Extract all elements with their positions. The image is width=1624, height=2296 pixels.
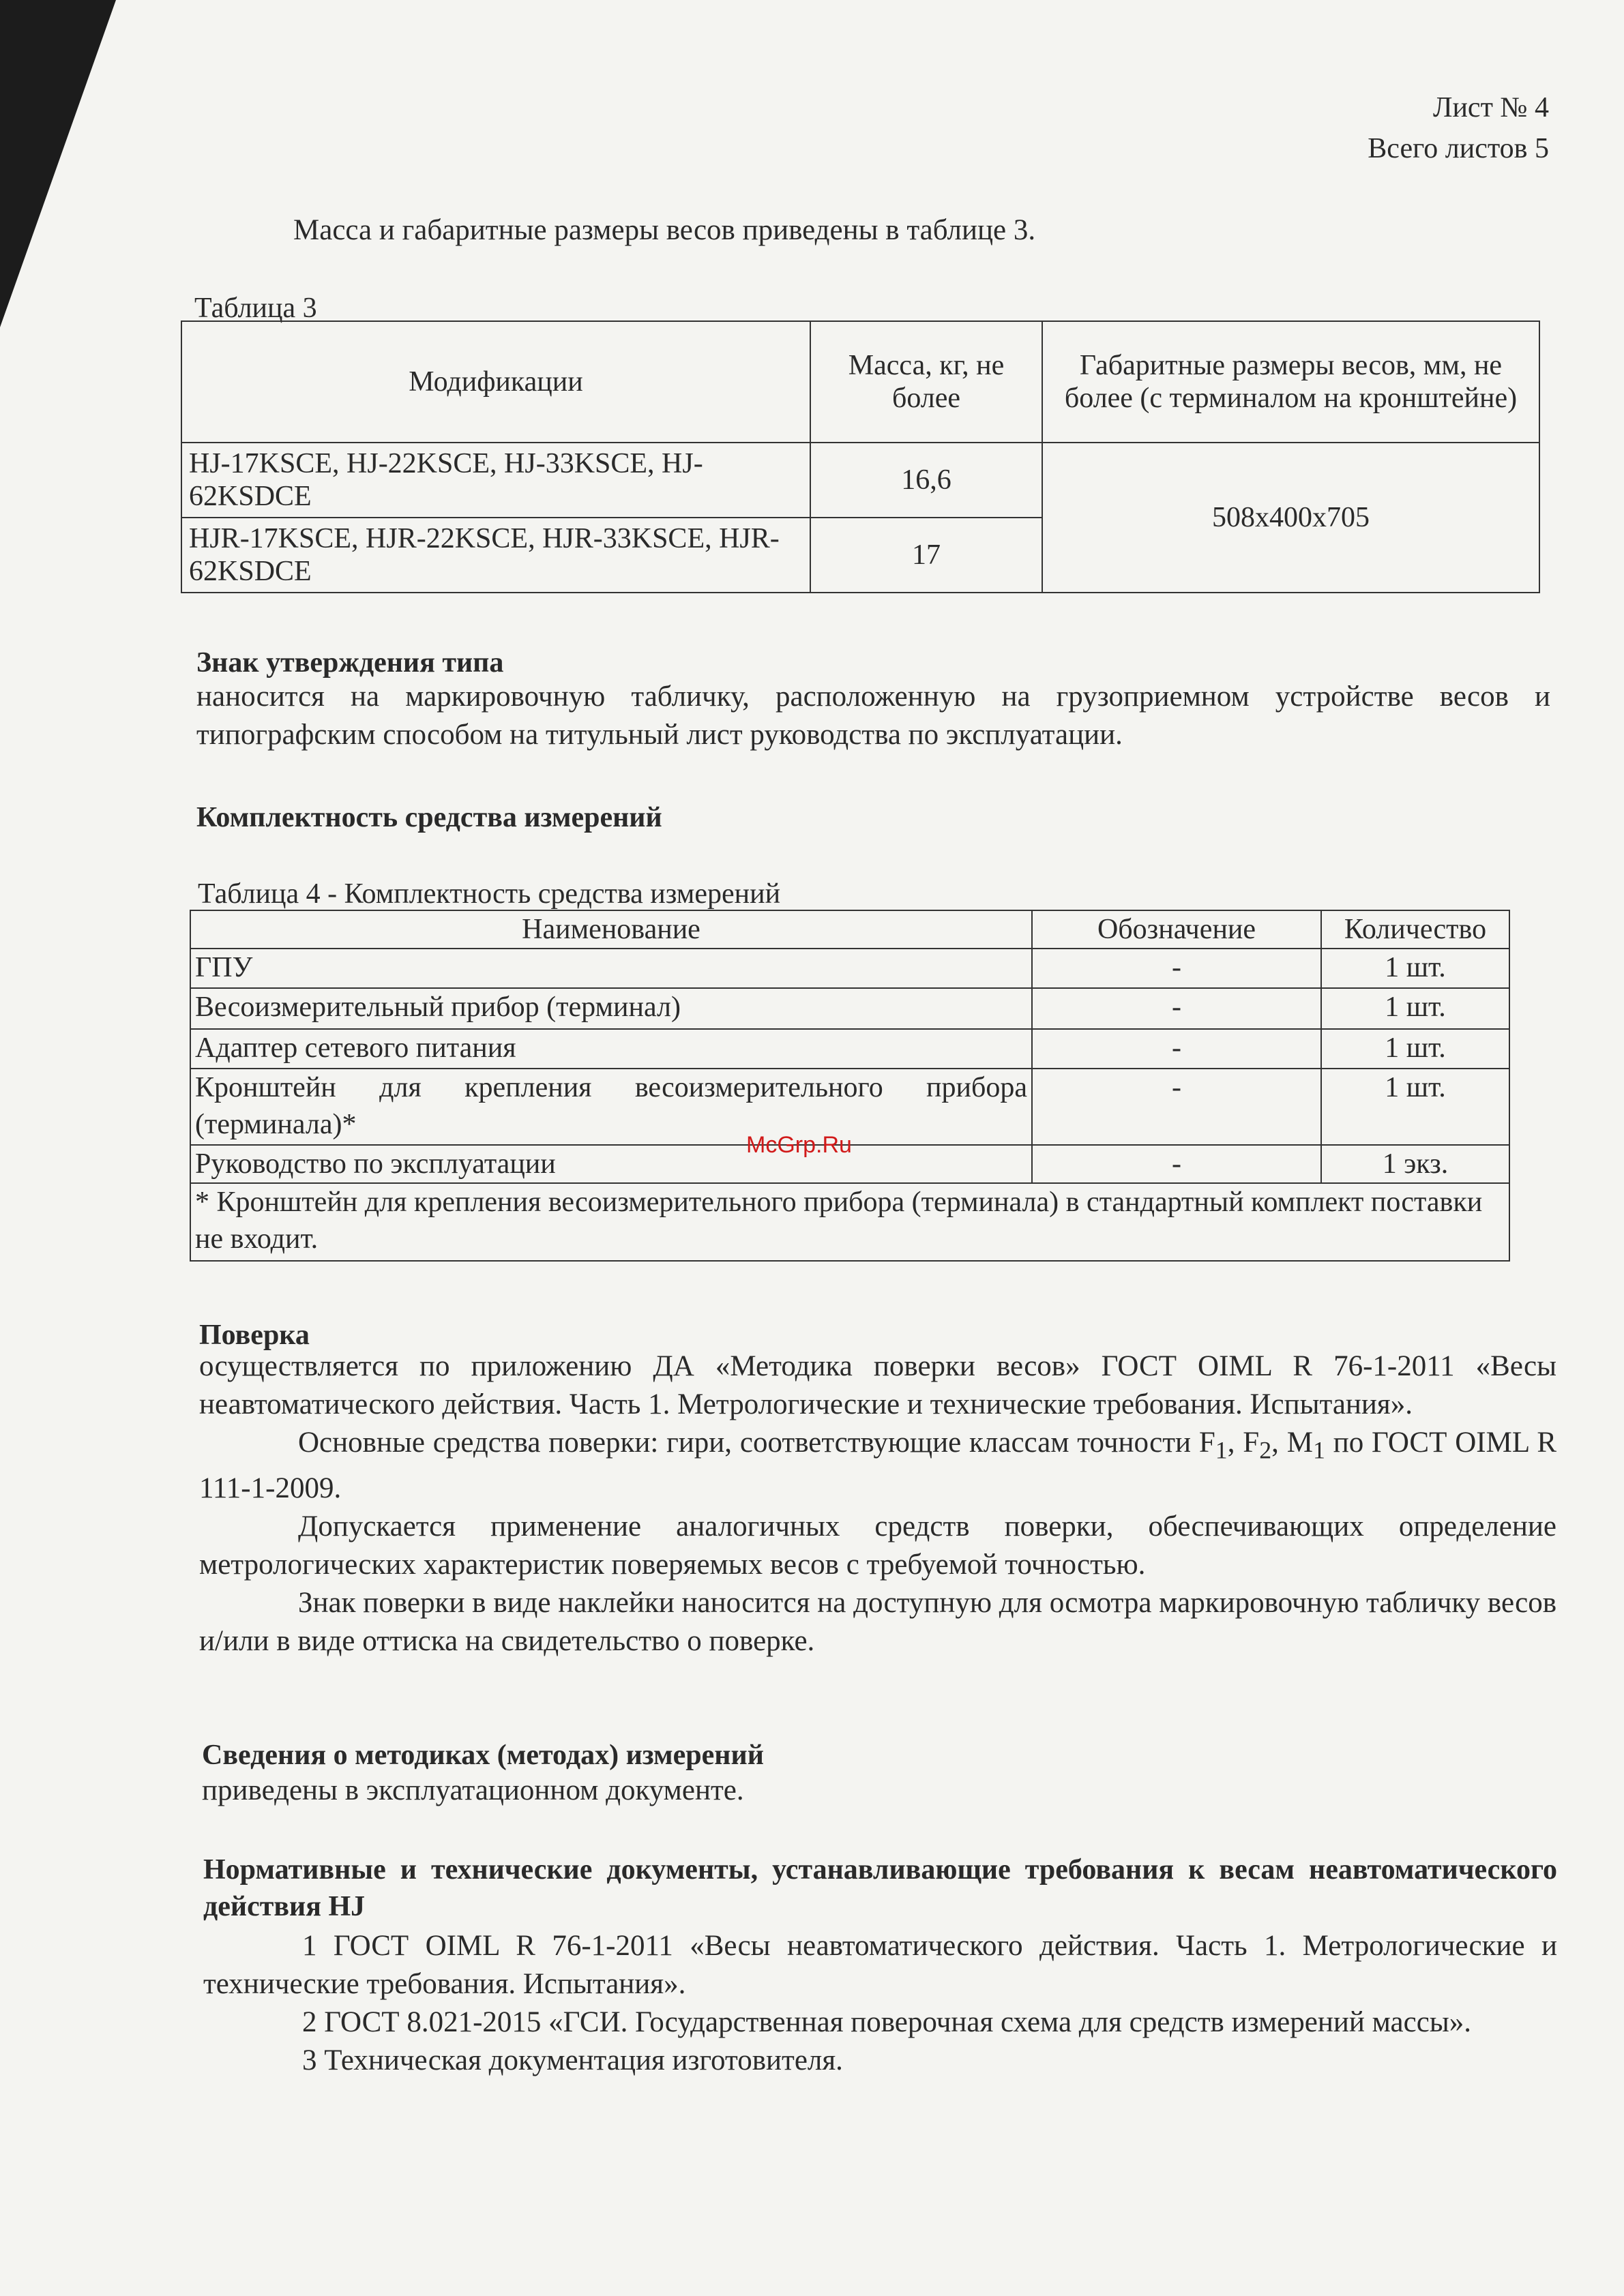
table3: [181, 320, 1540, 593]
table3-header-dims: Габаритные размеры весов, мм, не более (с терминалом на кронштейне): [1042, 321, 1539, 443]
table4-row-qty: 1 экз.: [1321, 1145, 1509, 1183]
table3-row-mass: 17: [810, 518, 1042, 593]
table4-row-qty: 1 шт.: [1321, 1069, 1509, 1145]
verification-title: Поверка: [199, 1320, 310, 1351]
table4-row-qty: 1 шт.: [1321, 988, 1509, 1029]
class-m1-subscript: 1: [1312, 1436, 1325, 1464]
table4-row-designation: -: [1032, 949, 1321, 988]
normative-item: 2 ГОСТ 8.021-2015 «ГСИ. Государственная поверочная схема для средств измерений массы».: [302, 2006, 1471, 2038]
table3-dimensions: 508x400x705: [1042, 443, 1539, 593]
normative-list: [203, 1927, 1557, 2080]
table4-row-designation: -: [1032, 1145, 1321, 1183]
watermark: McGrp.Ru: [746, 1132, 852, 1158]
verification-p1: осуществляется по приложению ДА «Методика поверки весов» ГОСТ OIML R 76-1-2011 «Весы неавтоматического действия. Часть 1. Метрологические и технические требования. Испытания».: [199, 1350, 1556, 1420]
approval-title: Знак утверждения типа: [196, 647, 504, 679]
table4-header-name: Наименование: [190, 910, 1032, 949]
methods-title: Сведения о методиках (методах) измерений: [202, 1740, 764, 1771]
verification-p3: Допускается применение аналогичных средств поверки, обеспечивающих определение метрологических характеристик поверяемых весов с требуемой точностью.: [199, 1510, 1556, 1581]
table3-row-model: HJ-17KSCE, HJ-22KSCE, HJ-33KSCE, HJ-62KSDCE: [181, 443, 810, 518]
verification-p2: [199, 1424, 1556, 1508]
verification-p2-part: Основные средства поверки: гири, соответствующие классам точности F: [298, 1427, 1215, 1459]
table4-footnote: * Кронштейн для крепления весоизмерительного прибора (терминала) в стандартный комплект поставки не входит.: [190, 1183, 1509, 1261]
table4-row-name: Весоизмерительный прибор (терминал): [190, 988, 1032, 1029]
table3-row-mass: 16,6: [810, 443, 1042, 518]
table4: [190, 910, 1510, 1262]
normative-item: 1 ГОСТ OIML R 76-1-2011 «Весы неавтоматического действия. Часть 1. Метрологические и технические требования. Испытания».: [203, 1930, 1557, 2000]
normative-item: 3 Техническая документация изготовителя.: [302, 2044, 843, 2076]
table3-header-models: Модификации: [181, 321, 810, 443]
scan-corner-shadow: [0, 0, 116, 327]
normative-title: Нормативные и технические документы, устанавливающие требования к весам неавтоматического действия HJ: [203, 1854, 1557, 1922]
table4-header-qty: Количество: [1321, 910, 1509, 949]
verification-p2-part: , M: [1271, 1427, 1313, 1459]
verification-body: [199, 1347, 1556, 1660]
table4-row-designation: -: [1032, 1029, 1321, 1069]
table4-row-name: Адаптер сетевого питания: [190, 1029, 1032, 1069]
sheet-header: [1368, 87, 1549, 169]
approval-text: наносится на маркировочную табличку, расположенную на грузоприемном устройстве весов и типографским способом на титульный лист руководства по эксплуатации.: [196, 681, 1550, 751]
completeness-title: Комплектность средства измерений: [196, 802, 662, 833]
table4-row-qty: 1 шт.: [1321, 949, 1509, 988]
verification-p4: Знак поверки в виде наклейки наносится на доступную для осмотра маркировочную табличку весов и/или в виде оттиска на свидетельство о поверке.: [199, 1586, 1556, 1657]
table4-row-name: ГПУ: [190, 949, 1032, 988]
table3-caption: Таблица 3: [194, 293, 317, 324]
sheet-number: Лист № 4: [1432, 92, 1549, 123]
class-f1-subscript: 1: [1215, 1436, 1228, 1464]
verification-p2-part: , F: [1227, 1427, 1260, 1459]
table4-row-name: Руководство по эксплуатации: [190, 1145, 1032, 1183]
class-f2-subscript: 2: [1259, 1436, 1272, 1464]
table3-header-mass: Масса, кг, не более: [810, 321, 1042, 443]
methods-text: приведены в эксплуатационном документе.: [202, 1774, 744, 1806]
sheet-total: Всего листов 5: [1368, 133, 1549, 164]
table4-row-name: Кронштейн для крепления весоизмерительного прибора (терминала)*: [190, 1069, 1032, 1145]
table4-caption: Таблица 4 - Комплектность средства измерений: [198, 878, 781, 910]
table4-row-designation: -: [1032, 1069, 1321, 1145]
table4-row-qty: 1 шт.: [1321, 1029, 1509, 1069]
table4-header-designation: Обозначение: [1032, 910, 1321, 949]
table3-row-model: HJR-17KSCE, HJR-22KSCE, HJR-33KSCE, HJR-62KSDCE: [181, 518, 810, 593]
intro-text: Масса и габаритные размеры весов приведены в таблице 3.: [293, 214, 1036, 246]
verification-p2-part: по ГОСТ OIML R 111-1-2009.: [199, 1427, 1557, 1504]
table4-row-designation: -: [1032, 988, 1321, 1029]
